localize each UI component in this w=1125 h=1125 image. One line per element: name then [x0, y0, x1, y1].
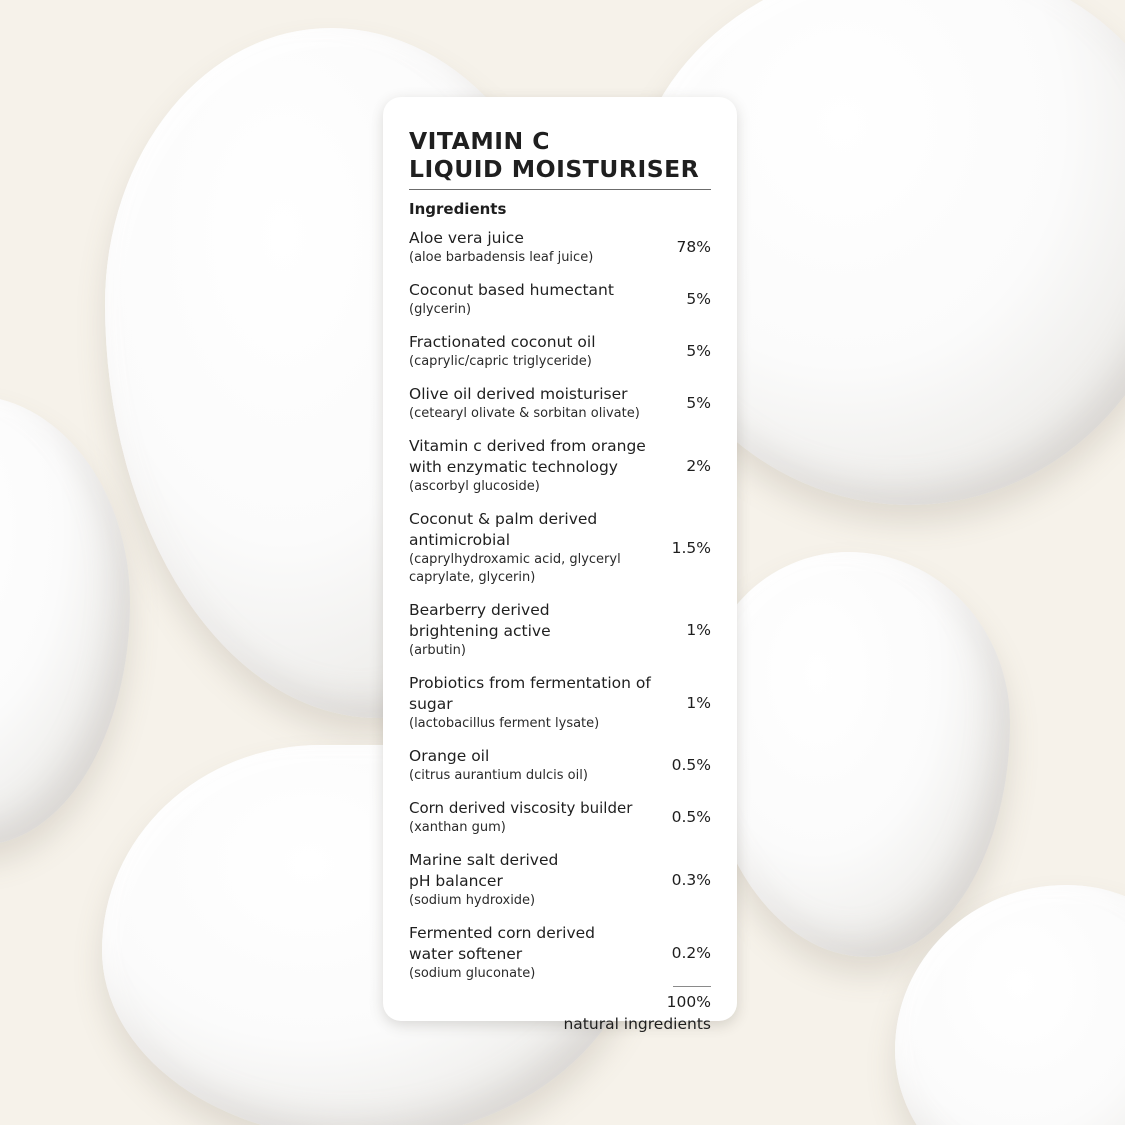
- cream-blob: [700, 552, 1010, 957]
- product-title-line-2: LIQUID MOISTURISER: [409, 155, 700, 183]
- total-divider: [673, 986, 711, 987]
- ingredient-percent: 1%: [686, 620, 711, 639]
- ingredient-inci: (cetearyl olivate & sorbitan olivate): [409, 406, 640, 421]
- ingredient-name: Aloe vera juice: [409, 229, 524, 247]
- ingredient-row: [409, 509, 711, 587]
- ingredient-row: [409, 923, 711, 983]
- ingredient-row: [409, 280, 711, 319]
- ingredient-row: [409, 850, 711, 910]
- ingredient-inci: (caprylhydroxamic acid, glyceryl caprylate, glycerin): [409, 552, 621, 585]
- ingredient-row: [409, 332, 711, 371]
- ingredient-name: Probiotics from fermentation of sugar: [409, 674, 651, 713]
- ingredient-percent: 5%: [686, 290, 711, 308]
- ingredient-percent: 5%: [686, 394, 711, 412]
- ingredient-name: Fermented corn derived water softener: [409, 924, 595, 963]
- ingredients-card: [383, 97, 737, 1033]
- ingredient-row: [409, 436, 711, 496]
- ingredient-list: [409, 228, 711, 983]
- ingredient-percent: 0.5%: [671, 808, 711, 826]
- ingredient-name: Vitamin c derived from orange with enzymatic technology: [409, 437, 646, 476]
- ingredient-inci: (sodium gluconate): [409, 966, 536, 981]
- ingredient-percent: 78%: [676, 238, 711, 256]
- product-title: [409, 127, 711, 183]
- ingredient-inci: (arbutin): [409, 643, 466, 658]
- ingredient-inci: (glycerin): [409, 302, 472, 317]
- ingredient-percent: 0.3%: [671, 870, 711, 889]
- ingredient-inci: (citrus aurantium dulcis oil): [409, 768, 588, 783]
- ingredient-percent: 5%: [686, 342, 711, 360]
- ingredient-percent: 2%: [686, 456, 711, 475]
- ingredient-row: [409, 746, 711, 785]
- ingredient-name: Marine salt derived pH balancer: [409, 851, 559, 890]
- total-percent: 100%: [666, 993, 711, 1011]
- ingredient-inci: (caprylic/capric triglyceride): [409, 354, 592, 369]
- ingredient-name: Bearberry derived brightening active: [409, 601, 551, 640]
- ingredient-name: Olive oil derived moisturiser: [409, 385, 628, 403]
- ingredient-row: [409, 798, 711, 837]
- cream-blob: [0, 395, 130, 845]
- ingredient-percent: 0.5%: [671, 756, 711, 774]
- ingredient-inci: (xanthan gum): [409, 820, 506, 835]
- ingredient-name: Corn derived viscosity builder: [409, 799, 633, 817]
- ingredient-row: [409, 384, 711, 423]
- ingredient-row: [409, 673, 711, 733]
- ingredient-row: [409, 600, 711, 660]
- total-label: natural ingredients: [563, 1015, 711, 1033]
- ingredient-name: Orange oil: [409, 747, 490, 765]
- total-summary: [409, 991, 711, 1035]
- ingredient-percent: 0.2%: [671, 943, 711, 962]
- ingredient-inci: (aloe barbadensis leaf juice): [409, 250, 594, 265]
- ingredient-name: Coconut & palm derived antimicrobial: [409, 510, 598, 549]
- ingredient-name: Fractionated coconut oil: [409, 333, 596, 351]
- ingredient-percent: 1.5%: [671, 538, 711, 557]
- ingredient-inci: (lactobacillus ferment lysate): [409, 716, 600, 731]
- ingredient-inci: (ascorbyl glucoside): [409, 479, 540, 494]
- ingredient-percent: 1%: [686, 693, 711, 712]
- ingredients-heading: Ingredients: [409, 200, 507, 218]
- ingredient-row: [409, 228, 711, 267]
- title-divider: [409, 189, 711, 190]
- ingredient-name: Coconut based humectant: [409, 281, 614, 299]
- product-title-line-1: VITAMIN C: [409, 127, 551, 155]
- ingredient-inci: (sodium hydroxide): [409, 893, 536, 908]
